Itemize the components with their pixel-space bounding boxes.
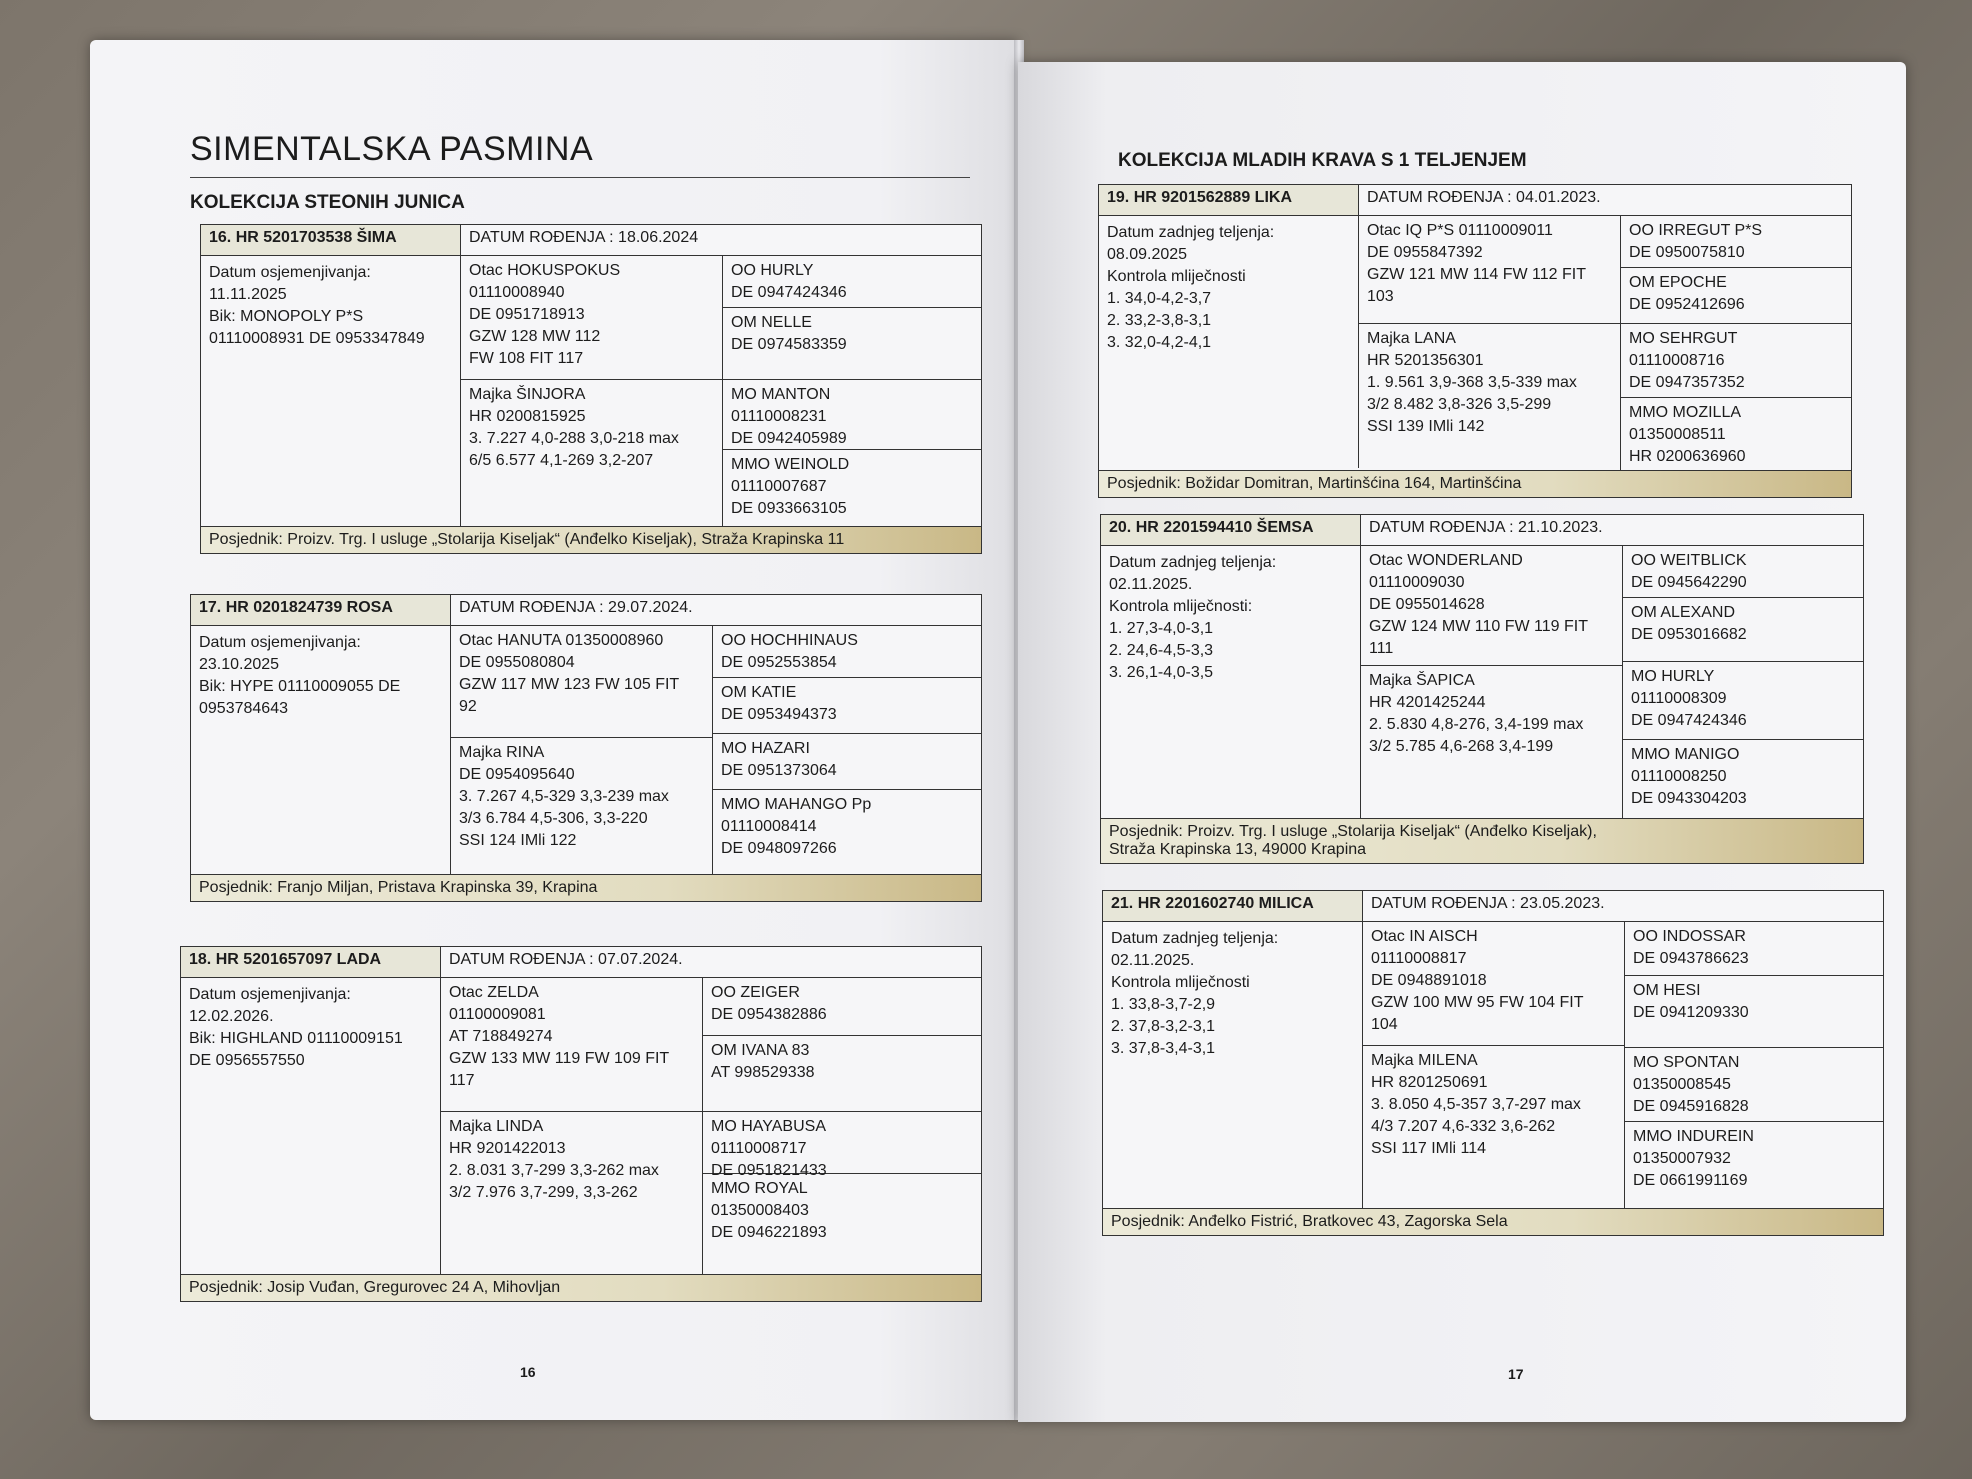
animal-card	[180, 946, 982, 1302]
card-body	[1101, 546, 1863, 818]
pedigree-oo: OO ZEIGER DE 0954382886	[703, 978, 981, 1036]
pedigree-om: OM KATIE DE 0953494373	[713, 678, 981, 734]
dam-info: Majka RINA DE 0954095640 3. 7.267 4,5-329 3,3-239 max 3/3 6.784 4,5-306, 3,3-220 SSI 124 IMli 122	[459, 744, 669, 849]
pedigree-om: OM HESI DE 0941209330	[1625, 976, 1883, 1048]
pedigree-mo: MO HAYABUSA 01110008717 DE 0951821433	[703, 1112, 981, 1174]
pedigree-column	[723, 256, 981, 526]
animal-id: 18. HR 5201657097 LADA	[181, 947, 441, 977]
birth-date: DATUM ROĐENJA : 18.06.2024	[469, 229, 699, 246]
card-body	[1099, 216, 1851, 470]
pedigree-column	[713, 626, 981, 874]
birth-date: DATUM ROĐENJA : 23.05.2023.	[1371, 895, 1605, 912]
pedigree-oo: OO WEITBLICK DE 0945642290	[1623, 546, 1863, 598]
pedigree-column	[1621, 216, 1851, 470]
card-body	[191, 626, 981, 874]
insemination-info: Datum osjemenjivanja: 12.02.2026. Bik: HIGHLAND 01110009151 DE 0956557550	[181, 978, 441, 1274]
animal-id: 20. HR 2201594410 ŠEMSA	[1101, 515, 1361, 545]
dam-info: Majka ŠINJORA HR 0200815925 3. 7.227 4,0-288 3,0-218 max 6/5 6.577 4,1-269 3,2-207	[469, 386, 679, 469]
pedigree-oo: OO HOCHHINAUS DE 0952553854	[713, 626, 981, 678]
pedigree-om: OM IVANA 83 AT 998529338	[703, 1036, 981, 1112]
insemination-info: Datum zadnjeg teljenja: 02.11.2025. Kontrola mliječnosti: 1. 27,3-4,0-3,1 2. 24,6-4,5-3,3 3. 26,1-4,0-3,5	[1101, 546, 1361, 818]
animal-id: 19. HR 9201562889 LIKA	[1099, 185, 1359, 215]
page-number: 17	[1508, 1366, 1524, 1382]
pedigree-mmo: MMO MOZILLA 01350008511 HR 0200636960	[1629, 404, 1746, 465]
insemination-info: Datum osjemenjivanja: 23.10.2025 Bik: HYPE 01110009055 DE 0953784643	[191, 626, 451, 874]
parents-column	[1359, 216, 1621, 470]
sire-info: Otac WONDERLAND 01110009030 DE 0955014628 GZW 124 MW 110 FW 119 FIT 111	[1361, 546, 1622, 666]
pedigree-mmo: MMO ROYAL 01350008403 DE 0946221893	[711, 1180, 827, 1241]
pedigree-mo: MO MANTON 01110008231 DE 0942405989	[723, 380, 981, 450]
birth-date: DATUM ROĐENJA : 21.10.2023.	[1369, 519, 1603, 536]
parents-column	[1363, 922, 1625, 1208]
card-header	[191, 595, 981, 626]
card-body	[1103, 922, 1883, 1208]
pedigree-om: OM EPOCHE DE 0952412696	[1621, 268, 1851, 324]
pedigree-mmo: MMO WEINOLD 01110007687 DE 0933663105	[731, 456, 850, 517]
animal-card	[1098, 184, 1852, 498]
pedigree-column	[1625, 922, 1883, 1208]
owner-info: Posjednik: Božidar Domitran, Martinšćina 164, Martinšćina	[1099, 470, 1851, 497]
sire-info: Otac IQ P*S 01110009011 DE 0955847392 GZW 121 MW 114 FW 112 FIT 103	[1359, 216, 1620, 324]
card-header	[181, 947, 981, 978]
pedigree-mo: MO SEHRGUT 01110008716 DE 0947357352	[1621, 324, 1851, 398]
pedigree-mo: MO HURLY 01110008309 DE 0947424346	[1623, 662, 1863, 740]
pedigree-column	[1623, 546, 1863, 818]
pedigree-om: OM NELLE DE 0974583359	[723, 308, 981, 380]
page-number: 16	[520, 1364, 536, 1380]
section-title: KOLEKCIJA STEONIH JUNICA	[190, 192, 465, 213]
owner-info: Posjednik: Franjo Miljan, Pristava Krapinska 39, Krapina	[191, 874, 981, 901]
sire-info: Otac ZELDA 01100009081 AT 718849274 GZW 133 MW 119 FW 109 FIT 117	[441, 978, 702, 1112]
dam-info: Majka LINDA HR 9201422013 2. 8.031 3,7-299 3,3-262 max 3/2 7.976 3,7-299, 3,3-262	[449, 1118, 659, 1201]
animal-card	[190, 594, 982, 902]
card-list	[1098, 184, 1866, 1236]
parents-column	[451, 626, 713, 874]
birth-date: DATUM ROĐENJA : 29.07.2024.	[459, 599, 693, 616]
page-title: SIMENTALSKA PASMINA	[190, 130, 970, 178]
card-header	[1103, 891, 1883, 922]
dam-info: Majka LANA HR 5201356301 1. 9.561 3,9-368 3,5-339 max 3/2 8.482 3,8-326 3,5-299 SSI 139 IMli 142	[1367, 330, 1577, 435]
card-body	[201, 256, 981, 526]
pedigree-column	[703, 978, 981, 1274]
sire-info: Otac IN AISCH 01110008817 DE 0948891018 GZW 100 MW 95 FW 104 FIT 104	[1363, 922, 1624, 1046]
insemination-info: Datum zadnjeg teljenja: 02.11.2025. Kontrola mliječnosti 1. 33,8-3,7-2,9 2. 37,8-3,2-3,1 3. 37,8-3,4-3,1	[1103, 922, 1363, 1208]
parents-column	[441, 978, 703, 1274]
animal-card	[200, 224, 982, 554]
birth-date: DATUM ROĐENJA : 04.01.2023.	[1367, 189, 1601, 206]
animal-id: 16. HR 5201703538 ŠIMA	[201, 225, 461, 255]
card-list	[150, 224, 948, 1302]
section-title: KOLEKCIJA MLADIH KRAVA S 1 TELJENJEM	[1118, 150, 1527, 171]
owner-info: Posjednik: Josip Vuđan, Gregurovec 24 A, Mihovljan	[181, 1274, 981, 1301]
left-page	[90, 40, 1018, 1420]
card-header	[1101, 515, 1863, 546]
sire-info: Otac HOKUSPOKUS 01110008940 DE 0951718913 GZW 128 MW 112 FW 108 FIT 117	[461, 256, 722, 380]
pedigree-oo: OO INDOSSAR DE 0943786623	[1625, 922, 1883, 976]
owner-info: Posjednik: Proizv. Trg. I usluge „Stolarija Kiseljak“ (Anđelko Kiseljak), Straža Krapinska 11	[201, 526, 981, 553]
insemination-info: Datum zadnjeg teljenja: 08.09.2025 Kontrola mliječnosti 1. 34,0-4,2-3,7 2. 33,2-3,8-3,1 3. 32,0-4,2-4,1	[1099, 216, 1359, 468]
parents-column	[1361, 546, 1623, 818]
sire-info: Otac HANUTA 01350008960 DE 0955080804 GZW 117 MW 123 FW 105 FIT 92	[451, 626, 712, 738]
pedigree-mo: MO SPONTAN 01350008545 DE 0945916828	[1625, 1048, 1883, 1122]
pedigree-om: OM ALEXAND DE 0953016682	[1623, 598, 1863, 662]
pedigree-mo: MO HAZARI DE 0951373064	[713, 734, 981, 790]
parents-column	[461, 256, 723, 526]
card-header	[1099, 185, 1851, 216]
pedigree-mmo: MMO INDUREIN 01350007932 DE 0661991169	[1633, 1128, 1754, 1189]
pedigree-oo: OO HURLY DE 0947424346	[723, 256, 981, 308]
dam-info: Majka ŠAPICA HR 4201425244 2. 5.830 4,8-276, 3,4-199 max 3/2 5.785 4,6-268 3,4-199	[1369, 672, 1584, 755]
pedigree-mmo: MMO MANIGO 01110008250 DE 0943304203	[1631, 746, 1747, 807]
animal-id: 17. HR 0201824739 ROSA	[191, 595, 451, 625]
animal-id: 21. HR 2201602740 MILICA	[1103, 891, 1363, 921]
pedigree-mmo: MMO MAHANGO Pp 01110008414 DE 0948097266	[721, 796, 872, 857]
owner-info: Posjednik: Anđelko Fistrić, Bratkovec 43, Zagorska Sela	[1103, 1208, 1883, 1235]
insemination-info: Datum osjemenjivanja: 11.11.2025 Bik: MONOPOLY P*S 01110008931 DE 0953347849	[201, 256, 461, 526]
owner-info: Posjednik: Proizv. Trg. I usluge „Stolarija Kiseljak“ (Anđelko Kiseljak), Straža Krapinska 13, 49000 Krapina	[1101, 818, 1863, 863]
animal-card	[1100, 514, 1864, 864]
pedigree-oo: OO IRREGUT P*S DE 0950075810	[1621, 216, 1851, 268]
animal-card	[1102, 890, 1884, 1236]
birth-date: DATUM ROĐENJA : 07.07.2024.	[449, 951, 683, 968]
right-page	[1018, 62, 1906, 1422]
card-body	[181, 978, 981, 1274]
card-header	[201, 225, 981, 256]
dam-info: Majka MILENA HR 8201250691 3. 8.050 4,5-357 3,7-297 max 4/3 7.207 4,6-332 3,6-262 SSI 117 IMli 114	[1371, 1052, 1581, 1157]
